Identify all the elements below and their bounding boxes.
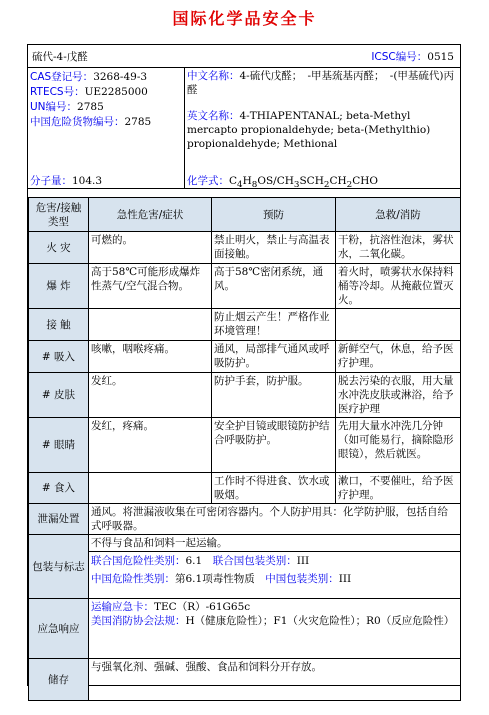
mw-value: 104.3: [72, 175, 103, 187]
table-row-inhalation: [29, 341, 461, 373]
row-label: # 皮肤: [29, 373, 89, 418]
cn-pack-value: III: [338, 573, 352, 585]
card-title: 国际化学品安全卡: [172, 9, 317, 28]
cn-line: [30, 115, 151, 130]
icsc-value: 0515: [427, 51, 454, 63]
row-hazard: 高于58℃可能形成爆炸性蒸气/空气混合物。: [89, 264, 212, 309]
col-prevent: 预防: [212, 198, 336, 232]
row-aid: 漱口，不要催吐，给予医疗护理。: [336, 473, 461, 504]
row-hazard: [89, 473, 212, 504]
cn-label: 中国危险货物编号：: [30, 116, 125, 128]
mw-label: 分子量：: [30, 175, 72, 187]
row-label: # 食入: [29, 473, 89, 504]
ids-column: [28, 67, 185, 188]
table-row-contact: [29, 309, 461, 341]
rtecs-line: [30, 85, 151, 100]
row-hazard: [89, 309, 212, 341]
cn-name-value: 4-硫代戊醛； -甲基巯基丙醛； -(甲基硫代)丙醛: [187, 70, 455, 96]
un-class-value: 6.1: [185, 555, 203, 567]
row-hazard: 发红，疼痛。: [89, 418, 212, 473]
storage-label: 储存: [29, 659, 89, 701]
col-type: 危害/接触类型: [29, 198, 89, 232]
row-aid: 脱去污染的衣服，用大量水冲洗皮肤或淋浴，给予医疗护理: [336, 373, 461, 418]
emergency-row: [29, 599, 461, 659]
info-table: [28, 503, 461, 701]
nfpa-line: [91, 614, 458, 628]
row-label: # 眼睛: [29, 418, 89, 473]
en-name-value: 4-THIAPENTANAL; beta-Methyl mercapto propionaldehyde; beta-(Methylthio) propionaldehyde; Methional: [187, 110, 431, 150]
rtecs-value: UE2285000: [84, 86, 148, 98]
row-aid: [336, 309, 461, 341]
row-hazard: 可燃的。: [89, 232, 212, 264]
spill-row: [29, 504, 461, 535]
packaging-line2: [89, 552, 460, 570]
emergency-cell: [89, 599, 461, 659]
formula-value: $C_4H_8OS/CH_3SCH_2CH_2CHO$: [229, 175, 379, 191]
col-aid: 急救/消防: [336, 198, 461, 232]
info-block: [28, 45, 460, 189]
row-aid: 干粉，抗溶性泡沫，雾状水，二氧化碳。: [336, 232, 461, 264]
icsc-number: [371, 49, 454, 64]
un-class-label: 联合国危险性类别：: [91, 555, 186, 567]
packaging-line1: 不得与食品和饲料一起运输。: [89, 535, 460, 552]
row-label: 爆 炸: [29, 264, 89, 309]
row-prevent: 禁止明火，禁止与高温表面接触。: [212, 232, 336, 264]
nfpa-value: H（健康危险性）；F1（火灾危险性）；R0（反应危险性）: [185, 615, 455, 627]
chemical-name: 硫代-4-戊醛: [32, 51, 88, 63]
table-row-ingestion: [29, 473, 461, 504]
un-pack-label: 联合国包装类别：: [212, 555, 297, 567]
table-row-eyes: [29, 418, 461, 473]
row-label: 火 灾: [29, 232, 89, 264]
cn-name-label: 中文名称：: [187, 70, 240, 82]
row-label: # 吸入: [29, 341, 89, 373]
row-prevent: 通风，局部排气通风或呼吸防护。: [212, 341, 336, 373]
table-row-fire: [29, 232, 461, 264]
row-prevent: 防护手套，防护服。: [212, 373, 336, 418]
cn-class-value: 第6.1项毒性物质: [175, 573, 255, 585]
cn-pack-label: 中国包装类别：: [265, 573, 339, 585]
cn-value: 2785: [124, 116, 152, 128]
table-row-skin: [29, 373, 461, 418]
row-prevent: 安全护目镜或眼镜防护结合呼吸防护。: [212, 418, 336, 473]
packaging-label: 包装与标志: [29, 535, 89, 599]
cas-value: 3268-49-3: [93, 71, 148, 83]
en-name-label: 英文名称：: [187, 110, 240, 122]
row-hazard: 咳嗽，咽喉疼痛。: [89, 341, 212, 373]
un-value: 2785: [77, 101, 104, 113]
emergency-label: 应急响应: [29, 599, 89, 659]
icsc-label: ICSC编号：: [371, 51, 428, 63]
spill-label: 泄漏处置: [29, 504, 89, 535]
cas-label: CAS登记号：: [30, 71, 94, 83]
packaging-cell: [89, 535, 461, 599]
cn-name: [187, 69, 457, 97]
hazard-table-wrap: [28, 197, 460, 701]
mw-line: [30, 173, 102, 188]
safety-card: [27, 44, 461, 686]
row-prevent: 防止烟云产生！严格作业环境管理！: [212, 309, 336, 341]
en-name: [187, 109, 457, 151]
un-line: [30, 100, 151, 115]
row-label: 接 触: [29, 309, 89, 341]
row-aid: 新鲜空气，休息，给予医疗护理。: [336, 341, 461, 373]
packaging-line3: [89, 570, 460, 588]
packaging-row: [29, 535, 461, 599]
nfpa-label: 美国消防协会法规：: [91, 615, 186, 627]
un-label: UN编号：: [30, 101, 78, 113]
names-column: [187, 69, 457, 151]
rtecs-label: RTECS号：: [30, 86, 85, 98]
hazard-table: [28, 197, 461, 504]
row-hazard: 发红。: [89, 373, 212, 418]
emergency-card-label: 运输应急卡：: [91, 601, 154, 613]
name-header-row: [28, 45, 460, 68]
cas-line: [30, 70, 151, 85]
col-hazard: 急性危害/症状: [89, 198, 212, 232]
row-prevent: 工作时不得进食、饮水或吸烟。: [212, 473, 336, 504]
storage-row: [29, 659, 461, 701]
emergency-card: [91, 600, 458, 614]
storage-text: 与强氧化剂、强碱、强酸、食品和饲料分开存放。: [89, 659, 461, 701]
cn-class-label: 中国危险性类别：: [91, 573, 175, 585]
spill-text: 通风。将泄漏液收集在可密闭容器内。个人防护用具：化学防护服，包括自给式呼吸器。: [89, 504, 461, 535]
emergency-card-value: TEC（R）-61G65c: [154, 601, 251, 613]
un-pack-value: III: [296, 555, 310, 567]
row-aid: 着火时，喷雾状水保持料桶等冷却。从掩蔽位置灭火。: [336, 264, 461, 309]
row-prevent: 高于58℃密闭系统，通风。: [212, 264, 336, 309]
row-aid: 先用大量水冲洗几分钟（如可能易行，摘除隐形眼镜），然后就医。: [336, 418, 461, 473]
formula-label: 化学式：: [187, 175, 229, 187]
table-row-explosion: [29, 264, 461, 309]
table-header: [29, 198, 461, 232]
formula-line: [187, 173, 378, 190]
